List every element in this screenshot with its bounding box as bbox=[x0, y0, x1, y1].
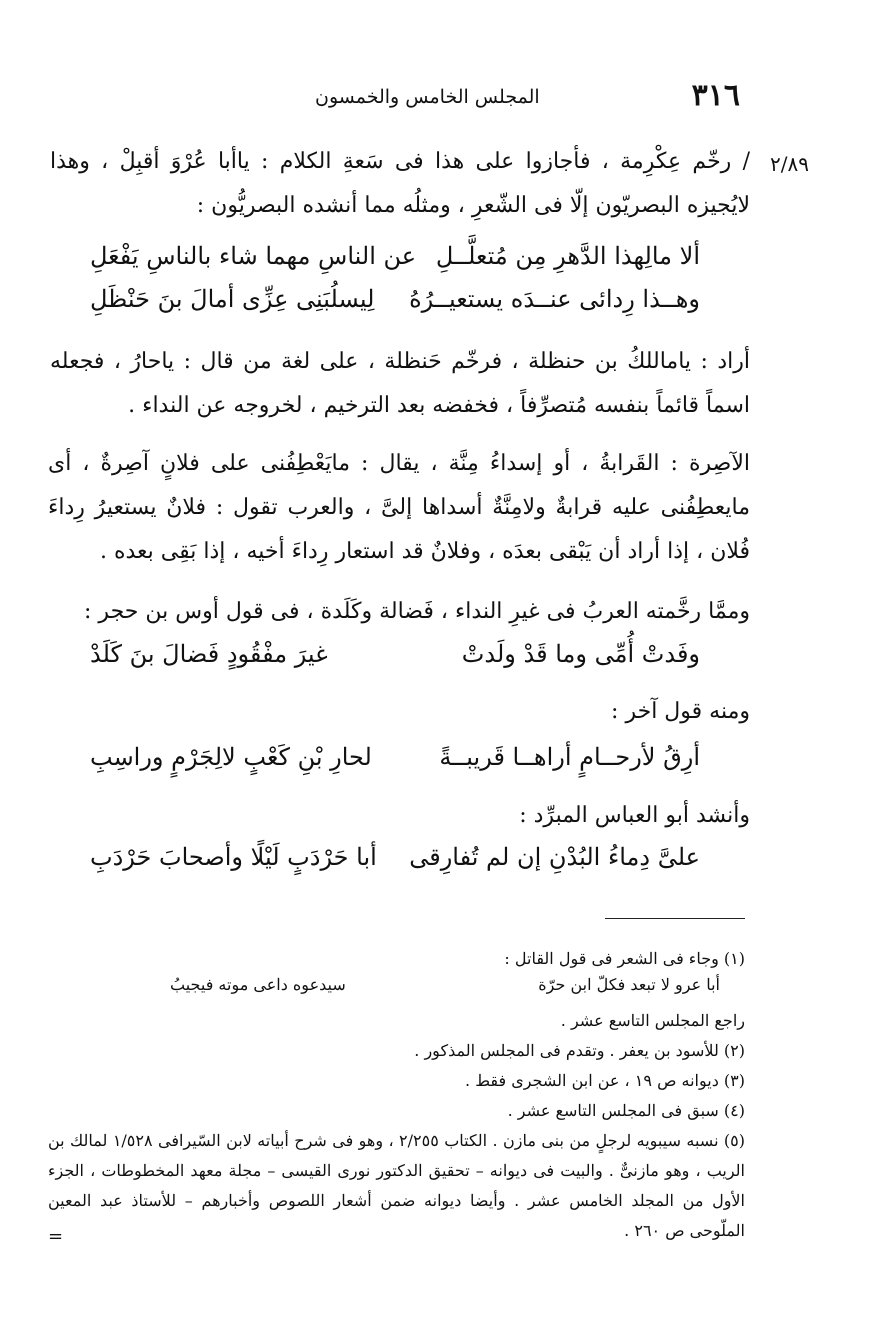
verse-3-first-hemistich: وفَدتْ أُمِّى وما قَدْ ولَدتْ bbox=[461, 640, 700, 668]
footnote-1-ref: راجع المجلس التاسع عشر . bbox=[560, 1011, 745, 1030]
footnote-5: (٥) نسبه سيبويه لرجلٍ من بنى مازن . الكتاب ٢/٢٥٥ ، وهو فى شرح أبياته لابن السّيرافى ١/٥٢٨ لمالك بن الريب ، وهو مازنىٌّ . والبيت فى ديوانه – تحقيق الدكتور نورى القيسى – مجلة معهد المخطوطات ، الجزء الأول من المجلد الخامس عشر . وأيضا ديوانه ضمن أشعار اللصوص وأخبارهم – للأستاذ عبد المعين الملّوحى ص ٢٦٠ . bbox=[48, 1131, 746, 1240]
running-title: المجلس الخامس والخمسون bbox=[315, 86, 540, 108]
footnote-4: (٤) سبق فى المجلس التاسع عشر . bbox=[507, 1101, 745, 1120]
footnote-1-verse-first: أبا عرو لا تبعد فكلّ ابن حرّة bbox=[538, 975, 720, 994]
footnote-3: (٣) ديوانه ص ١٩ ، عن ابن الشجرى فقط . bbox=[465, 1071, 745, 1090]
page-number: ٣١٦ bbox=[691, 78, 740, 113]
paragraph-2: أراد : ياماللكُ بن حنظلة ، فرخّم حَنظلة ، على لغة من قال : ياحارُ ، فجعله اسماً قائماً بنفسه مُتصرِّفاً ، فخفضه بعد الترخيم ، لخروجه عن النداء . bbox=[50, 349, 750, 418]
footnote-1-verse-second: سيدعوه داعى موته فيجيبُ bbox=[170, 975, 346, 994]
verse-2 bbox=[90, 285, 700, 331]
page-header bbox=[50, 78, 740, 118]
verse-2-second-hemistich: لِيسلُبَنِى عِزِّى أمالَ بنَ حَنْظَلِ bbox=[90, 285, 375, 313]
footnote-2: (٢) للأسود بن يعفر . وتقدم فى المجلس المذكور . bbox=[414, 1041, 745, 1060]
verse-1-first-hemistich: ألا مالِهذا الدَّهرِ مِن مُتعلَّــلِ bbox=[435, 242, 700, 270]
verse-3-second-hemistich: غيرَ مفْقُودٍ فَضالَ بنَ كَلَدْ bbox=[90, 640, 328, 668]
continuation-mark: = bbox=[48, 1226, 64, 1247]
paragraph-4: وممَّا رخَّمته العربُ فى غيرِ النداء ، فَضالة وكَلَدة ، فى قول أوس بن حجر : bbox=[84, 599, 750, 624]
verse-4-second-hemistich: لحارِ بْنِ كَعْبٍ لالِجَرْمٍ وراسِبِ bbox=[90, 743, 372, 771]
margin-reference: ٢/٨٩ bbox=[770, 152, 809, 176]
paragraph-6: وأنشد أبو العباس المبرِّد : bbox=[519, 803, 750, 828]
paragraph-1: / رخّم عِكْرِمة ، فأجازوا على هذا فى سَعةِ الكلام : ياأبا عُرْوَ أقبِلْ ، وهذا لايُجيزه البصريّون إلّا فى الشّعرِ ، ومثلُه مما أنشده البصريُّون : bbox=[50, 149, 750, 218]
paragraph-3: الآصِرة : القَرابةُ ، أو إسداءُ مِنَّة ، يقال : مايَعْطِفُنى على فلانٍ آصِرةٌ ، أى مايعطِفُنى عليه قرابةٌ ولامِنَّةٌ أسداها إلىَّ ، والعرب تقول : فلانٌ يستعيرُ رِداءَ فُلان ، إذا أراد أن يَبْقى بعدَه ، وفلانٌ قد استعار رِداءَ أخيه ، إذا بَقِى بعده . bbox=[48, 451, 750, 564]
verse-2-first-hemistich: وهــذا رِدائى عنــدَه يستعيــرُهُ bbox=[409, 285, 700, 313]
footnote-1-verse bbox=[170, 975, 720, 1003]
verse-3 bbox=[90, 640, 700, 686]
verse-1 bbox=[90, 242, 700, 288]
verse-5 bbox=[90, 843, 700, 889]
verse-5-first-hemistich: علىَّ دِماءُ البُدْنِ إن لم تُفارِقى bbox=[409, 843, 700, 871]
footnote-1-intro: (١) وجاء فى الشعر فى قول القاتل : bbox=[504, 949, 745, 968]
verse-1-second-hemistich: عن الناسِ مهما شاء بالناسِ يَفْعَلِ bbox=[90, 242, 417, 270]
verse-4-first-hemistich: أرِقُ لأرحــامٍ أراهــا قَريبــةً bbox=[439, 743, 700, 771]
paragraph-5: ومنه قول آخر : bbox=[611, 699, 750, 724]
footnote-separator bbox=[605, 918, 745, 919]
verse-5-second-hemistich: أبا حَرْدَبٍ لَيْلًا وأصحابَ حَرْدَبِ bbox=[90, 843, 377, 871]
verse-4 bbox=[90, 743, 700, 789]
